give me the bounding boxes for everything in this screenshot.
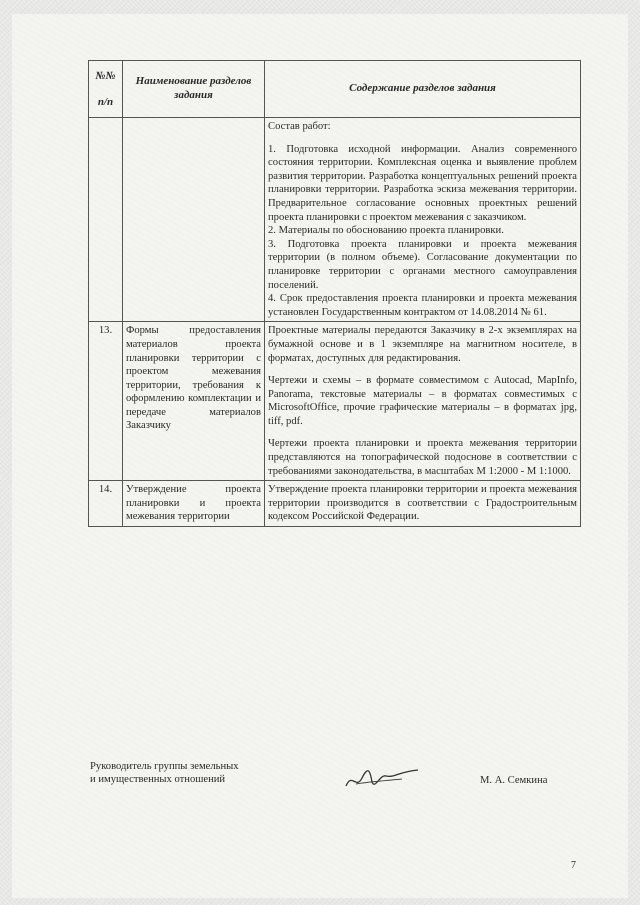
table-header-row xyxy=(89,61,581,118)
content-paragraph: Чертежи и схемы – в формате совместимом с Autocad, MapInfo, Panorama, текстовые материалы – в форматах совместимых с MicrosoftOffice, прочие графические материалы – в форматах jpg, tiff, pdf. xyxy=(268,375,577,427)
row-number: 13. xyxy=(89,322,123,481)
row-section-name: Формы предоставления материалов проекта планировки территории с проектом межевания территории, требования к оформлению комплектации и передаче материалов Заказчику xyxy=(123,322,265,481)
header-number: №№ п/п xyxy=(89,61,123,118)
task-table xyxy=(88,60,581,527)
row-section-content xyxy=(265,322,581,481)
row-section-name xyxy=(123,118,265,322)
position-line: Руководитель группы земельных xyxy=(90,761,239,772)
content-paragraph: 3. Подготовка проекта планировки и проекта межевания территории (в полном объеме). Согласование документации по планировке территории с органами местного самоуправления поселений. xyxy=(268,238,577,291)
table-row xyxy=(89,118,581,322)
header-section-content: Содержание разделов задания xyxy=(265,61,581,118)
row-section-content xyxy=(265,481,581,527)
table-row xyxy=(89,322,581,481)
header-section-name: Наименование разделов задания xyxy=(123,61,265,118)
content-paragraph: Состав работ: xyxy=(268,121,331,132)
content-paragraph: 2. Материалы по обоснованию проекта планировки. xyxy=(268,225,504,237)
content-paragraph: Утверждение проекта планировки территории и проекта межевания территории производится в соответствии с Градостроительным кодексом Российской Федерации. xyxy=(268,484,577,523)
handwritten-signature xyxy=(342,764,422,794)
page-number: 7 xyxy=(571,860,576,871)
signatory-position xyxy=(90,760,239,786)
row-section-name: Утверждение проекта планировки и проекта межевания территории xyxy=(123,481,265,527)
signer-name: М. А. Семкина xyxy=(480,775,548,786)
table-row xyxy=(89,481,581,527)
content-paragraph: 1. Подготовка исходной информации. Анализ современного состояния территории. Комплексная оценка и выявление проблем развития территории. Разработка концептуальных решений проекта планировки территории. Разработка эскиза межевания территории. Предварительное согласование основных проектных решений проекта планировки с проектом межевания с заказчиком. xyxy=(268,143,577,223)
row-section-content xyxy=(265,118,581,322)
row-number: 14. xyxy=(89,481,123,527)
content-paragraph: Проектные материалы передаются Заказчику в 2-х экземплярах на бумажной основе и в 1 экземпляре на магнитном носителе, в форматах, доступных для редактирования. xyxy=(268,325,577,364)
content-paragraph: Чертежи проекта планировки и проекта межевания территории представляются на топографической подоснове в соответствии с требованиями законодательства, в масштабах М 1:2000 - М 1:1000. xyxy=(268,438,577,477)
position-line: и имущественных отношений xyxy=(90,774,226,785)
content-paragraph: 4. Срок предоставления проекта планировки и проекта межевания установлен Государственным контрактом от 14.08.2014 № 61. xyxy=(268,293,577,318)
row-number xyxy=(89,118,123,322)
